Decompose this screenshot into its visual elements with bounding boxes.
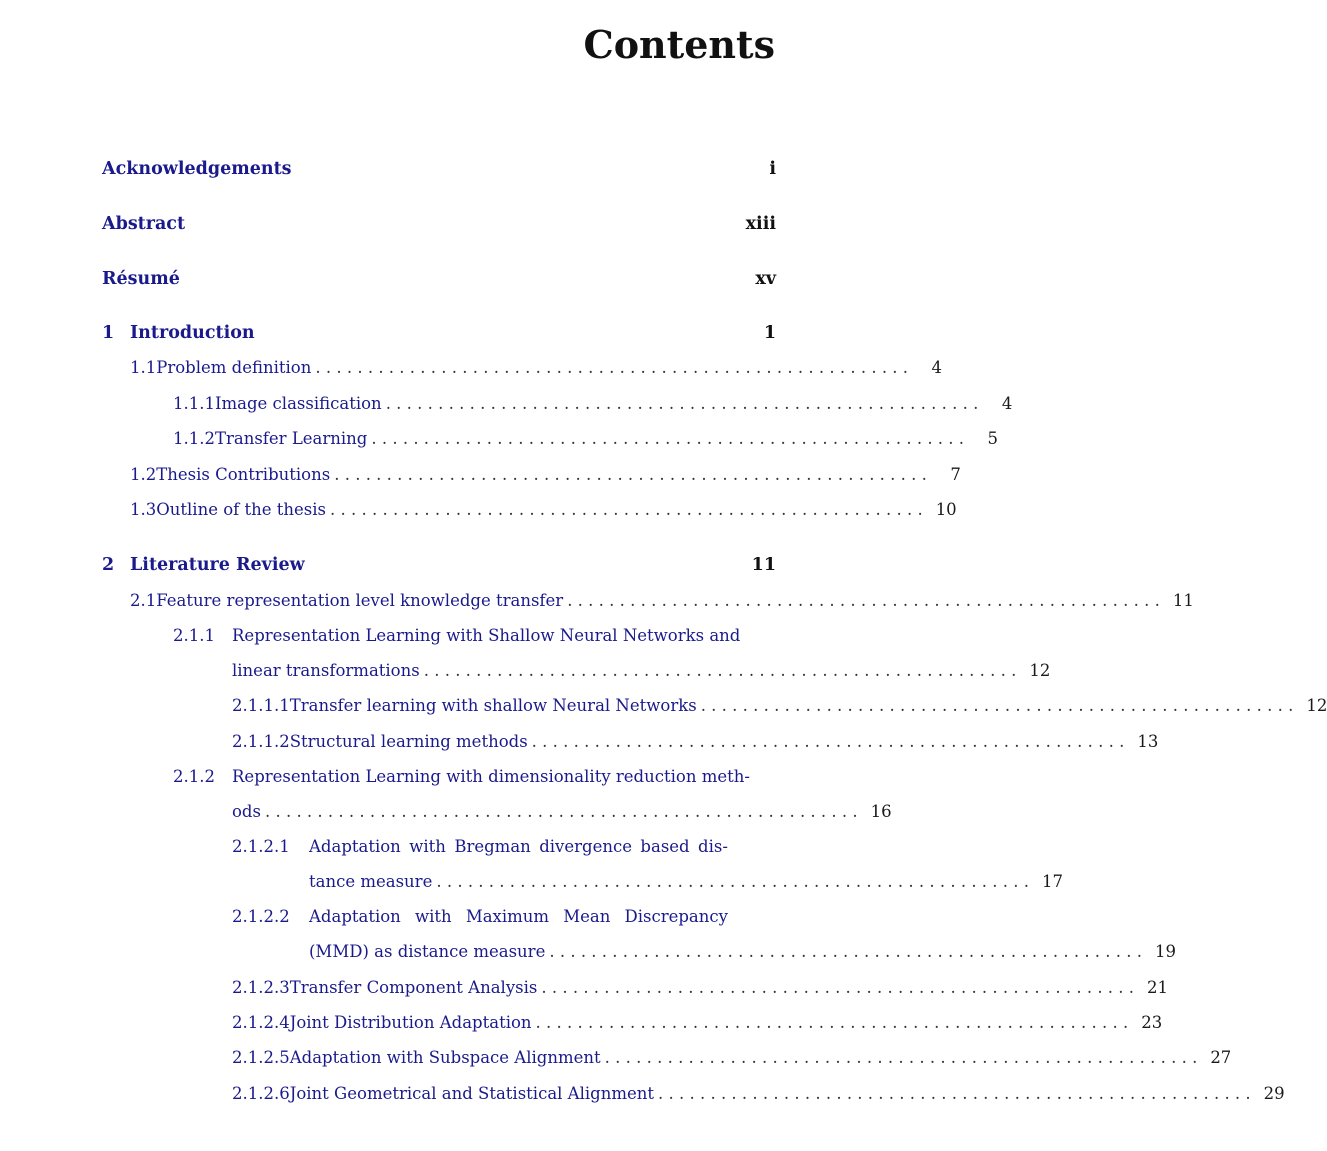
toc-page-number: 27: [1210, 1048, 1232, 1067]
toc-entry-title[interactable]: [309, 835, 728, 859]
toc-page-number: 4: [1001, 394, 1013, 413]
dot-leader: . . . . . . . . . . . . . . . . . . . . . . . . . . . . . . . . . . . . . . . . . . . . . . . . . . . . . . . . .: [535, 1013, 1129, 1032]
toc-page-number: i: [769, 159, 776, 179]
dot-leader: . . . . . . . . . . . . . . . . . . . . . . . . . . . . . . . . . . . . . . . . . . . . . . . . . . . . . . . . .: [264, 802, 858, 821]
toc-entry-title[interactable]: Introduction: [130, 323, 255, 343]
toc-entry-title[interactable]: Literature Review: [130, 555, 305, 575]
toc-number: 1.1.1: [173, 394, 215, 413]
toc-number: 1: [102, 323, 115, 343]
toc-number: 1.1: [130, 358, 157, 377]
toc-entry-title-continued[interactable]: linear transformations: [232, 661, 420, 680]
dot-leader: . . . . . . . . . . . . . . . . . . . . . . . . . . . . . . . . . . . . . . . . . . . . . . . . . . . . . . . . .: [334, 465, 927, 484]
toc-page-number: xiii: [745, 214, 776, 234]
toc-page-number: xv: [755, 269, 776, 289]
toc-entry-title[interactable]: Abstract: [102, 214, 186, 234]
dot-leader: . . . . . . . . . . . . . . . . . . . . . . . . . . . . . . . . . . . . . . . . . . . . . . . . . . . . . . . . .: [371, 429, 965, 448]
toc-entry-acknowledgements[interactable]: [102, 157, 776, 181]
dot-leader: . . . . . . . . . . . . . . . . . . . . . . . . . . . . . . . . . . . . . . . . . . . . . . . . . . . . . . . . .: [604, 1048, 1198, 1067]
toc-subsubsection-2-1-2-2-line1[interactable]: [232, 905, 728, 929]
toc-number: 2.1.2.5: [232, 1048, 290, 1067]
dot-leader: . . . . . . . . . . . . . . . . . . . . . . . . . . . . . . . . . . . . . . . . . . . . . . . . . . . . . . . . .: [531, 732, 1125, 751]
dot-leader: . . . . . . . . . . . . . . . . . . . . . . . . . . . . . . . . . . . . . . . . . . . . . . . . . . . . . . . . .: [385, 394, 979, 413]
title-word: Adaptation: [309, 907, 401, 926]
toc-page-number: 10: [935, 500, 957, 519]
toc-page-number: 11: [1172, 591, 1194, 610]
toc-number: 1.3: [130, 500, 157, 519]
title-word: with: [414, 907, 452, 926]
toc-entry-title[interactable]: Structural learning methods: [289, 732, 528, 751]
dot-leader: . . . . . . . . . . . . . . . . . . . . . . . . . . . . . . . . . . . . . . . . . . . . . . . . . . . . . . . . .: [423, 661, 1017, 680]
toc-entry-title[interactable]: Joint Geometrical and Statistical Alignment: [289, 1084, 654, 1103]
toc-subsection-2-1-2-line1[interactable]: [173, 765, 750, 789]
toc-page-number: 19: [1155, 942, 1177, 961]
toc-subsubsection-2-1-2-2-line2[interactable]: [309, 940, 1177, 964]
toc-entry-title[interactable]: [309, 905, 728, 929]
toc-entry-title[interactable]: Transfer Learning: [214, 429, 368, 448]
dot-leader: . . . . . . . . . . . . . . . . . . . . . . . . . . . . . . . . . . . . . . . . . . . . . . . . . . . . . . . . .: [330, 500, 923, 519]
toc-subsubsection-2-1-2-6[interactable]: [232, 1082, 1285, 1106]
dot-leader: . . . . . . . . . . . . . . . . . . . . . . . . . . . . . . . . . . . . . . . . . . . . . . . . . . . . . . . . .: [541, 978, 1135, 997]
toc-page-number: 17: [1042, 872, 1064, 891]
toc-entry-title[interactable]: Image classification: [214, 394, 382, 413]
title-word: Adaptation: [309, 837, 401, 856]
toc-section-2-1[interactable]: [130, 589, 1194, 613]
toc-page-number: 1: [763, 323, 776, 343]
toc-number: 1.1.2: [173, 429, 215, 448]
toc-page-number: 21: [1147, 978, 1169, 997]
toc-number: 2.1.2.3: [232, 978, 290, 997]
toc-page-number: 4: [931, 358, 943, 377]
toc-subsubsection-2-1-2-3[interactable]: [232, 976, 1169, 1000]
toc-subsection-2-1-2-line2[interactable]: [232, 800, 892, 824]
toc-subsubsection-2-1-2-5[interactable]: [232, 1046, 1232, 1070]
toc-chapter-2[interactable]: [102, 553, 776, 577]
toc-page-number: 23: [1141, 1013, 1163, 1032]
toc-page-number: 16: [870, 802, 892, 821]
toc-subsection-1-1-2[interactable]: [173, 427, 999, 451]
toc-entry-title[interactable]: Transfer learning with shallow Neural Networks: [289, 696, 697, 715]
toc-entry-title[interactable]: Résumé: [102, 269, 180, 289]
toc-subsection-2-1-1-line2[interactable]: [232, 659, 1051, 683]
dot-leader: . . . . . . . . . . . . . . . . . . . . . . . . . . . . . . . . . . . . . . . . . . . . . . . . . . . . . . . . .: [436, 872, 1030, 891]
title-word: Mean: [563, 907, 611, 926]
title-word: based: [640, 837, 690, 856]
toc-subsubsection-2-1-2-1-line2[interactable]: [309, 870, 1064, 894]
toc-number: 2.1: [130, 591, 157, 610]
toc-subsection-2-1-1-line1[interactable]: [173, 624, 740, 648]
toc-entry-title-continued[interactable]: ods: [232, 802, 261, 821]
page-title: Contents: [583, 22, 775, 67]
toc-entry-title[interactable]: Outline of the thesis: [156, 500, 327, 519]
toc-section-1-1[interactable]: [130, 356, 943, 380]
toc-number: 2.1.2.4: [232, 1013, 290, 1032]
dot-leader: . . . . . . . . . . . . . . . . . . . . . . . . . . . . . . . . . . . . . . . . . . . . . . . . . . . . . . . . .: [315, 358, 909, 377]
toc-page-number: 11: [751, 555, 776, 575]
toc-number: 2.1.1.2: [232, 732, 290, 751]
title-word: Maximum: [465, 907, 550, 926]
toc-number: 2: [102, 555, 115, 575]
toc-subsection-1-1-1[interactable]: [173, 392, 1013, 416]
toc-subsubsection-2-1-2-4[interactable]: [232, 1011, 1163, 1035]
toc-entry-abstract[interactable]: [102, 212, 776, 236]
toc-number: 1.2: [130, 465, 157, 484]
toc-page-number: 12: [1029, 661, 1051, 680]
title-word: Bregman: [454, 837, 531, 856]
dot-leader: . . . . . . . . . . . . . . . . . . . . . . . . . . . . . . . . . . . . . . . . . . . . . . . . . . . . . . . . .: [658, 1084, 1251, 1103]
toc-number: 2.1.2: [173, 767, 215, 786]
toc-page-number: 13: [1137, 732, 1159, 751]
toc-number: 2.1.1: [173, 626, 215, 645]
dot-leader: . . . . . . . . . . . . . . . . . . . . . . . . . . . . . . . . . . . . . . . . . . . . . . . . . . . . . . . . .: [567, 591, 1160, 610]
toc-subsubsection-2-1-1-2[interactable]: [232, 730, 1159, 754]
toc-entry-title[interactable]: Feature representation level knowledge transfer: [156, 591, 564, 610]
toc-number: 2.1.2.2: [232, 907, 290, 926]
title-word: with: [409, 837, 446, 856]
toc-entry-title[interactable]: Representation Learning with dimensionality reduction meth-: [232, 767, 750, 786]
toc-entry-resume[interactable]: [102, 267, 776, 291]
title-word: dis-: [698, 837, 728, 856]
toc-page-number: 12: [1306, 696, 1327, 715]
toc-page-number: 7: [950, 465, 961, 484]
toc-page-number: 5: [987, 429, 999, 448]
toc-entry-title-continued[interactable]: tance measure: [309, 872, 433, 891]
toc-number: 2.1.2.6: [232, 1084, 290, 1103]
toc-section-1-3[interactable]: [130, 498, 957, 522]
toc-page-number: 29: [1263, 1084, 1285, 1103]
toc-entry-title[interactable]: Problem definition: [156, 358, 312, 377]
toc-entry-title[interactable]: Joint Distribution Adaptation: [289, 1013, 532, 1032]
toc-section-1-2[interactable]: [130, 463, 961, 487]
title-word: Discrepancy: [624, 907, 728, 926]
toc-number: 2.1.2.1: [232, 837, 290, 856]
toc-entry-title[interactable]: Representation Learning with Shallow Neural Networks and: [232, 626, 741, 645]
toc-number: 2.1.1.1: [232, 696, 290, 715]
toc-entry-title[interactable]: Transfer Component Analysis: [289, 978, 538, 997]
toc-subsubsection-2-1-1-1[interactable]: [232, 694, 1327, 718]
toc-subsubsection-2-1-2-1-line1[interactable]: [232, 835, 728, 859]
dot-leader: . . . . . . . . . . . . . . . . . . . . . . . . . . . . . . . . . . . . . . . . . . . . . . . . . . . . . . . . .: [700, 696, 1294, 715]
toc-chapter-1[interactable]: [102, 321, 776, 345]
title-word: divergence: [539, 837, 632, 856]
toc-entry-title[interactable]: Adaptation with Subspace Alignment: [289, 1048, 601, 1067]
toc-entry-title[interactable]: Acknowledgements: [102, 159, 292, 179]
toc-entry-title[interactable]: Thesis Contributions: [156, 465, 331, 484]
toc-entry-title-continued[interactable]: (MMD) as distance measure: [309, 942, 546, 961]
dot-leader: . . . . . . . . . . . . . . . . . . . . . . . . . . . . . . . . . . . . . . . . . . . . . . . . . . . . . . . . .: [549, 942, 1143, 961]
